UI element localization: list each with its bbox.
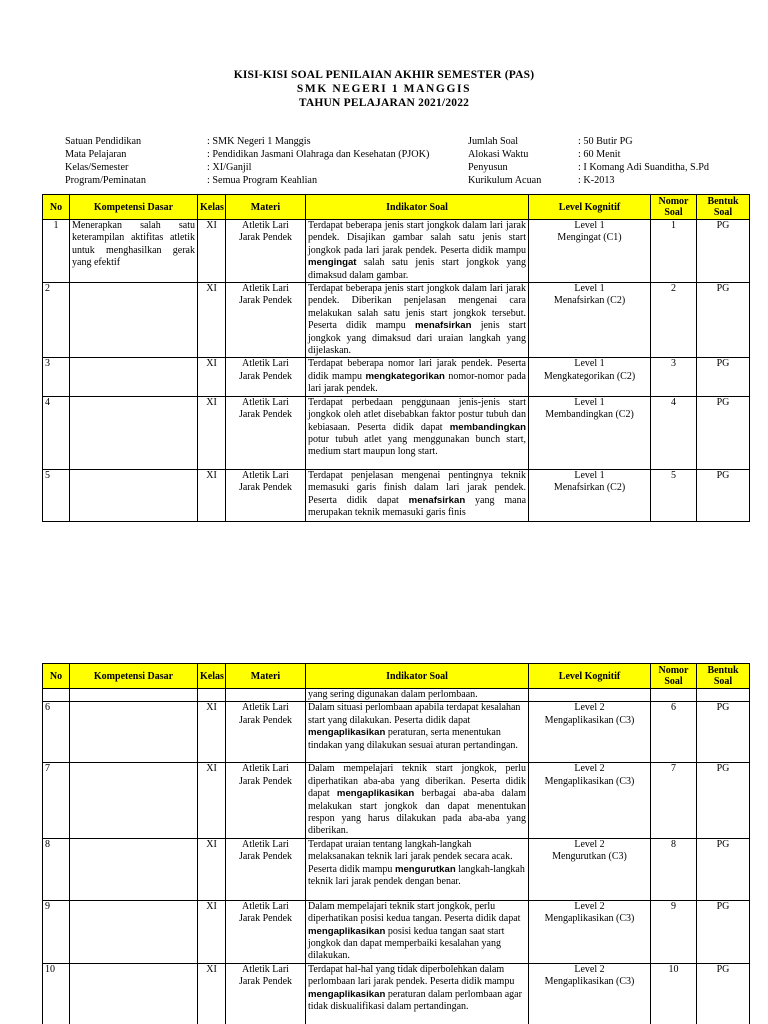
cell-level — [529, 838, 651, 900]
indikator-keyword: menafsirkan — [408, 494, 466, 506]
cell-kompetensi-dasar — [70, 283, 198, 358]
indikator-text: berbagai aba-aba dalam melakukan start jongkok dan dapat menentukan respon yang harus dilakukan pada aba-aba yang diberikan. — [308, 788, 526, 837]
cell-bentuk: PG — [697, 469, 750, 521]
level-line: Level 2 — [574, 900, 605, 912]
cell-no: 6 — [43, 702, 70, 763]
level-line: Level 1 — [574, 283, 605, 295]
materi-line: Jarak Pendek — [238, 409, 293, 421]
cell-kelas: XI — [198, 702, 226, 763]
indikator-keyword: mengingat — [308, 257, 357, 269]
cell-materi — [226, 763, 306, 838]
indikator-keyword: mengaplikasikan — [336, 788, 415, 800]
school-name: SMK NEGERI 1 MANGGIS — [296, 83, 472, 95]
cell-nomor: 3 — [651, 358, 697, 396]
table-row — [43, 358, 750, 396]
table-row — [43, 396, 750, 469]
header-materi: Materi — [226, 664, 306, 689]
cell-materi — [226, 702, 306, 763]
cell-indikator: yang sering digunakan dalam perlombaan. — [306, 689, 529, 702]
indikator-text: Terdapat penjelasan mengenai pentingnya teknik memasuki garis finish dalam lari jarak pendek. Peserta didik dapat — [308, 469, 526, 506]
materi-line: Atletik Lari — [242, 396, 289, 408]
level-line: Level 1 — [574, 396, 605, 408]
indikator-text: peraturan dalam perlombaan agar tidak diskualifikasi dalam pertandingan. — [308, 988, 522, 1013]
materi-line: Jarak Pendek — [238, 775, 293, 787]
table-row-continuation — [43, 689, 750, 702]
info-value: : 50 Butir PG — [578, 136, 633, 147]
cell-indikator — [306, 283, 529, 358]
cell-nomor: 4 — [651, 396, 697, 469]
cell-nomor: 7 — [651, 763, 697, 838]
level-line: Mengkategorikan (C2) — [543, 370, 636, 382]
materi-line: Jarak Pendek — [238, 370, 293, 382]
cell-materi — [226, 358, 306, 396]
cell-level — [529, 689, 651, 702]
indikator-text: yang mana merupakan teknik memasuki garis finis — [308, 494, 527, 518]
table-row — [43, 469, 750, 521]
cell-indikator — [306, 702, 529, 763]
info-value: : Pendidikan Jasmani Olahraga dan Kesehatan (PJOK) — [207, 149, 430, 160]
header-nomor-soal: Nomor Soal — [651, 664, 697, 689]
cell-level — [529, 900, 651, 963]
level-line: Mengingat (C1) — [557, 232, 622, 244]
cell-bentuk: PG — [697, 220, 750, 283]
cell-nomor: 9 — [651, 900, 697, 963]
header-level-kognitif: Level Kognitif — [529, 195, 651, 220]
table-row — [43, 220, 750, 283]
document-title: KISI-KISI SOAL PENILAIAN AKHIR SEMESTER (PAS) — [233, 69, 535, 81]
info-value: : K-2013 — [578, 175, 615, 186]
cell-level — [529, 763, 651, 838]
kisi-kisi-table-page-1 — [42, 194, 750, 522]
materi-line: Jarak Pendek — [238, 913, 293, 925]
cell-no: 9 — [43, 900, 70, 963]
cell-kompetensi-dasar — [70, 358, 198, 396]
cell-no: 7 — [43, 763, 70, 838]
cell-indikator — [306, 396, 529, 469]
materi-line: Jarak Pendek — [238, 714, 293, 726]
cell-indikator — [306, 838, 529, 900]
cell-nomor: 6 — [651, 702, 697, 763]
indikator-keyword: menafsirkan — [414, 320, 472, 332]
cell-kompetensi-dasar — [70, 763, 198, 838]
indikator-text: Terdapat beberapa jenis start jongkok dalam lari jarak pendek. Disajikan gambar salah satu jenis start jongkok pada lari jarak pendek. Peserta didik mampu — [308, 220, 526, 256]
cell-kelas: XI — [198, 220, 226, 283]
cell-kompetensi-dasar — [70, 396, 198, 469]
header-materi: Materi — [226, 195, 306, 220]
materi-line: Atletik Lari — [242, 702, 289, 714]
cell-no: 5 — [43, 469, 70, 521]
header-nomor-soal: Nomor Soal — [651, 195, 697, 220]
header-bentuk-soal: Bentuk Soal — [697, 664, 750, 689]
level-line: Membandingkan (C2) — [545, 409, 634, 421]
materi-line: Jarak Pendek — [238, 295, 293, 307]
cell-kelas: XI — [198, 469, 226, 521]
cell-level — [529, 396, 651, 469]
header-kompetensi-dasar: Kompetensi Dasar — [70, 195, 198, 220]
info-row — [65, 149, 765, 162]
info-value: : SMK Negeri 1 Manggis — [207, 136, 311, 147]
cell-bentuk: PG — [697, 358, 750, 396]
cell-kompetensi-dasar: Menerapkan salah satu keterampilan aktifitas atletik untuk menghasilkan gerak yang efektif — [70, 220, 198, 283]
level-line: Level 1 — [574, 358, 605, 370]
cell-no — [43, 689, 70, 702]
indikator-text: peraturan, serta menentukan tindakan yang dilakukan sesuai aturan pertandingan. — [308, 727, 518, 751]
cell-kelas: XI — [198, 283, 226, 358]
cell-materi — [226, 838, 306, 900]
level-line: Menafsirkan (C2) — [553, 295, 626, 307]
indikator-text: Terdapat beberapa jenis start jongkok dalam lari jarak pendek. Diberikan penjelasan mengenai cara melakukan salah satu jenis start jongkok tersebut. Peserta didik mampu — [308, 283, 526, 332]
cell-no: 1 — [43, 220, 70, 283]
table-row — [43, 963, 750, 1024]
cell-materi — [226, 220, 306, 283]
header-kelas: Kelas — [198, 195, 226, 220]
header-kelas: Kelas — [198, 664, 226, 689]
cell-level — [529, 469, 651, 521]
cell-level — [529, 702, 651, 763]
cell-nomor: 2 — [651, 283, 697, 358]
indikator-text: salah satu jenis start jongkok yang dimaksud dalam gambar. — [308, 257, 526, 281]
table-row — [43, 763, 750, 838]
cell-nomor: 5 — [651, 469, 697, 521]
indikator-text: Terdapat uraian tentang langkah-langkah melaksanakan teknik lari jarak pendek secara acak. Peserta didik mampu — [308, 838, 513, 875]
indikator-text: jenis start jongkok yang dimaksud dari uraian langkah yang dijelaskan. — [308, 320, 526, 357]
materi-line: Jarak Pendek — [238, 232, 293, 244]
indikator-text: Dalam mempelajari teknik start jongkok, perlu diperhatikan aba-aba yang diberikan. Peserta didik dapat — [308, 763, 526, 800]
indikator-keyword: mengaplikasikan — [308, 727, 386, 739]
materi-line: Atletik Lari — [242, 838, 289, 850]
materi-line: Jarak Pendek — [238, 976, 293, 988]
cell-level — [529, 963, 651, 1024]
cell-no: 8 — [43, 838, 70, 900]
indikator-keyword: mengaplikasikan — [308, 988, 386, 1000]
cell-nomor — [651, 689, 697, 702]
cell-indikator — [306, 763, 529, 838]
cell-materi — [226, 900, 306, 963]
cell-bentuk: PG — [697, 838, 750, 900]
info-label: Kelas/Semester — [65, 162, 129, 173]
cell-no: 3 — [43, 358, 70, 396]
indikator-keyword: mengurutkan — [394, 863, 456, 875]
materi-line: Atletik Lari — [242, 469, 289, 481]
cell-indikator — [306, 358, 529, 396]
info-row — [65, 136, 765, 149]
cell-kelas — [198, 689, 226, 702]
materi-line: Atletik Lari — [242, 763, 289, 775]
info-row — [65, 162, 765, 175]
indikator-text: potur tubuh atlet yang menggunakan bunch start, medium start maupun long start. — [308, 433, 526, 458]
level-line: Mengaplikasikan (C3) — [544, 913, 635, 925]
level-line: Level 1 — [574, 220, 605, 231]
cell-kompetensi-dasar — [70, 702, 198, 763]
indikator-text: posisi kedua tangan saat start jongkok dan dapat memperbaiki kesalahan yang dilakukan. — [308, 925, 505, 962]
materi-line: Atletik Lari — [242, 963, 289, 975]
table-row — [43, 702, 750, 763]
cell-materi — [226, 963, 306, 1024]
info-value: : 60 Menit — [578, 149, 621, 160]
cell-kompetensi-dasar — [70, 838, 198, 900]
header-level-kognitif: Level Kognitif — [529, 664, 651, 689]
info-value: : Semua Program Keahlian — [207, 175, 318, 186]
cell-materi — [226, 469, 306, 521]
level-line: Level 2 — [574, 838, 605, 850]
cell-indikator — [306, 220, 529, 283]
cell-level — [529, 220, 651, 283]
cell-kompetensi-dasar — [70, 689, 198, 702]
cell-level — [529, 283, 651, 358]
cell-kompetensi-dasar — [70, 963, 198, 1024]
academic-year: TAHUN PELAJARAN 2021/2022 — [298, 97, 470, 109]
cell-kompetensi-dasar — [70, 469, 198, 521]
level-line: Level 2 — [574, 963, 605, 975]
table-header-row — [43, 195, 750, 220]
indikator-text: Dalam situasi perlombaan apabila terdapat kesalahan start yang dilakukan. Peserta didik dapat — [308, 702, 521, 726]
cell-kompetensi-dasar — [70, 900, 198, 963]
table-row — [43, 900, 750, 963]
indikator-keyword: mengkategorikan — [365, 370, 445, 382]
cell-bentuk: PG — [697, 283, 750, 358]
indikator-text: Dalam mempelajari teknik start jongkok, perlu diperhatikan posisi kedua tangan. Peserta didik dapat — [308, 900, 521, 925]
document-info — [0, 136, 768, 192]
indikator-keyword: membandingkan — [449, 421, 526, 433]
cell-materi — [226, 396, 306, 469]
cell-bentuk — [697, 689, 750, 702]
info-row — [65, 175, 765, 188]
materi-line: Atletik Lari — [242, 220, 289, 231]
cell-nomor: 10 — [651, 963, 697, 1024]
cell-indikator — [306, 469, 529, 521]
cell-kelas: XI — [198, 963, 226, 1024]
cell-materi — [226, 283, 306, 358]
info-value: : XI/Ganjil — [207, 162, 252, 173]
cell-no: 10 — [43, 963, 70, 1024]
cell-kelas: XI — [198, 838, 226, 900]
cell-kelas: XI — [198, 763, 226, 838]
cell-kelas: XI — [198, 900, 226, 963]
level-line: Mengurutkan (C3) — [552, 851, 627, 863]
cell-no: 2 — [43, 283, 70, 358]
level-line: Mengaplikasikan (C3) — [544, 775, 635, 787]
cell-kelas: XI — [198, 358, 226, 396]
kisi-kisi-table-page-2 — [42, 663, 750, 1024]
table-header-row — [43, 664, 750, 689]
cell-no: 4 — [43, 396, 70, 469]
level-line: Level 1 — [574, 469, 605, 481]
materi-line: Jarak Pendek — [238, 851, 293, 863]
info-label: Penyusun — [468, 162, 508, 173]
materi-line: Atletik Lari — [242, 900, 289, 912]
indikator-text: Terdapat beberapa nomor lari jarak pendek. Peserta didik mampu — [308, 358, 526, 382]
cell-nomor: 8 — [651, 838, 697, 900]
indikator-keyword: mengaplikasikan — [308, 925, 386, 937]
header-no: No — [43, 664, 70, 689]
header-no: No — [43, 195, 70, 220]
cell-bentuk: PG — [697, 900, 750, 963]
header-bentuk-soal: Bentuk Soal — [697, 195, 750, 220]
indikator-text: Terdapat perbedaan penggunaan jenis-jenis start jongkok oleh atlet disebabkan faktor postur tubuh dan kebiasaan. Peserta didik dapat — [308, 396, 526, 433]
level-line: Level 2 — [574, 702, 605, 714]
materi-line: Atletik Lari — [242, 358, 289, 370]
cell-nomor: 1 — [651, 220, 697, 283]
cell-materi — [226, 689, 306, 702]
level-line: Level 2 — [574, 763, 605, 775]
info-label: Mata Pelajaran — [65, 149, 127, 160]
level-line: Mengaplikasikan (C3) — [544, 976, 635, 988]
info-label: Program/Peminatan — [65, 175, 146, 186]
cell-indikator — [306, 900, 529, 963]
cell-bentuk: PG — [697, 963, 750, 1024]
cell-level — [529, 358, 651, 396]
cell-bentuk: PG — [697, 396, 750, 469]
cell-bentuk: PG — [697, 763, 750, 838]
header-indikator-soal: Indikator Soal — [306, 664, 529, 689]
cell-indikator — [306, 963, 529, 1024]
info-label: Kurikulum Acuan — [468, 175, 542, 186]
indikator-text: Terdapat hal-hal yang tidak diperbolehkan dalam perlombaan lari jarak pendek. Peserta didik mampu — [308, 963, 515, 988]
info-label: Satuan Pendidikan — [65, 136, 142, 147]
header-kompetensi-dasar: Kompetensi Dasar — [70, 664, 198, 689]
info-value: : I Komang Adi Suanditha, S.Pd — [578, 162, 710, 173]
materi-line: Atletik Lari — [242, 283, 289, 295]
table-row — [43, 283, 750, 358]
header-indikator-soal: Indikator Soal — [306, 195, 529, 220]
cell-bentuk: PG — [697, 702, 750, 763]
materi-line: Jarak Pendek — [238, 482, 293, 494]
indikator-text: langkah-langkah teknik lari jarak pendek dengan benar. — [308, 863, 525, 888]
info-label: Alokasi Waktu — [468, 149, 529, 160]
table-row — [43, 838, 750, 900]
level-line: Mengaplikasikan (C3) — [544, 714, 635, 726]
cell-kelas: XI — [198, 396, 226, 469]
level-line: Menafsirkan (C2) — [553, 482, 626, 494]
indikator-text: nomor-nomor pada lari jarak pendek. — [308, 370, 526, 395]
info-label: Jumlah Soal — [468, 136, 519, 147]
